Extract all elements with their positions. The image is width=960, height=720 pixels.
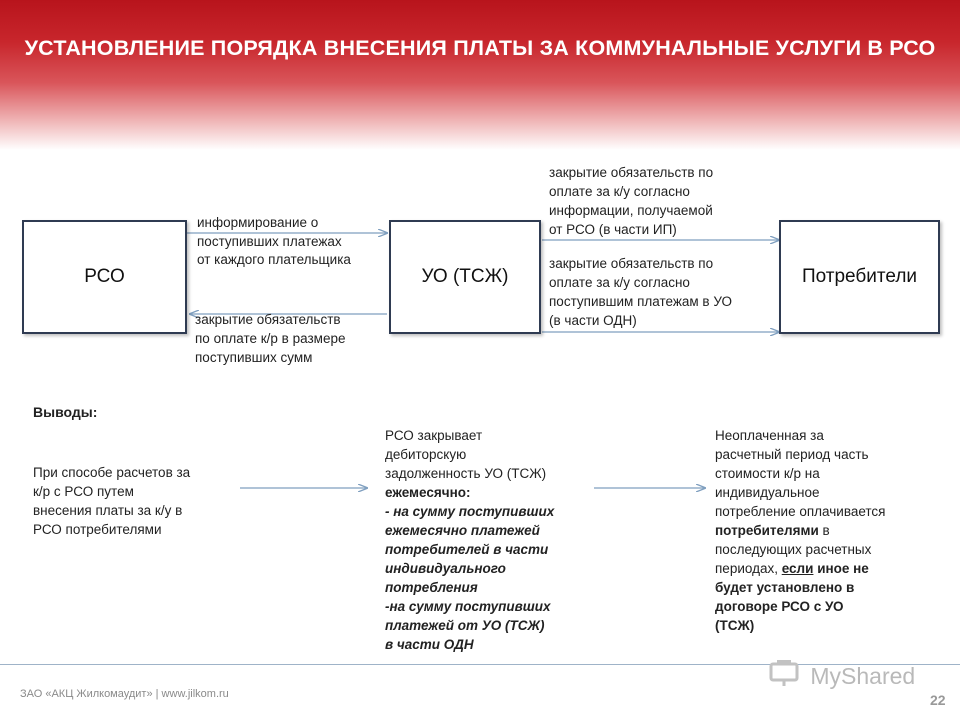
text-line: индивидуальное bbox=[715, 485, 820, 500]
text-line: расчетный период часть bbox=[715, 447, 869, 462]
edge-label-uo-to-consumers-bottom bbox=[549, 254, 732, 330]
text-bold-italic: платежей от УО (ТСЖ) bbox=[385, 618, 545, 633]
text-bold: потребителями bbox=[715, 523, 819, 538]
conclusions-heading: Выводы: bbox=[33, 404, 98, 420]
edge-line: информации, получаемой bbox=[549, 203, 713, 218]
edge-line: по оплате к/р в размере bbox=[195, 331, 346, 346]
text-run: периодах, bbox=[715, 561, 782, 576]
conclusion-condition bbox=[33, 463, 190, 539]
page-number: 22 bbox=[930, 692, 946, 708]
slide-title: УСТАНОВЛЕНИЕ ПОРЯДКА ВНЕСЕНИЯ ПЛАТЫ ЗА КОММУНАЛЬНЫЕ УСЛУГИ В РСО bbox=[24, 36, 936, 60]
text-line: дебиторскую bbox=[385, 447, 467, 462]
rso-box-label: РСО bbox=[84, 266, 125, 287]
edge-line: информирование о bbox=[197, 215, 319, 230]
text-bold-italic: ежемесячно платежей bbox=[385, 523, 540, 538]
edge-line: поступившим платежам в УО bbox=[549, 294, 732, 309]
text-line bbox=[715, 521, 886, 540]
text-line: Неоплаченная за bbox=[715, 428, 824, 443]
text-line: задолженность УО (ТСЖ) bbox=[385, 466, 547, 481]
consumers-box bbox=[779, 220, 940, 334]
text-bold-italic: индивидуального bbox=[385, 561, 506, 576]
edge-line: оплате за к/у согласно bbox=[549, 184, 690, 199]
uo-box bbox=[389, 220, 541, 334]
rso-box bbox=[22, 220, 187, 334]
text-line bbox=[715, 597, 886, 616]
text-line bbox=[385, 483, 554, 502]
text-bold: ежемесячно: bbox=[385, 485, 471, 500]
watermark bbox=[768, 658, 915, 694]
text-line: стоимости к/р на bbox=[715, 466, 820, 481]
text-bold-italic: потребления bbox=[385, 580, 478, 595]
text-line: последующих расчетных bbox=[715, 542, 872, 557]
text-line: РСО потребителями bbox=[33, 522, 162, 537]
edge-line: (в части ОДН) bbox=[549, 313, 637, 328]
text-line bbox=[385, 521, 554, 540]
text-bold-underline: если bbox=[781, 561, 814, 576]
text-bold-italic: потребителей в части bbox=[385, 542, 549, 557]
footer-company: ЗАО «АКЦ Жилкомаудит» | www.jilkom.ru bbox=[20, 688, 229, 700]
text-line bbox=[385, 578, 554, 597]
edge-line: оплате за к/у согласно bbox=[549, 275, 690, 290]
text-line: к/р с РСО путем bbox=[33, 484, 134, 499]
edge-line: поступивших сумм bbox=[195, 350, 313, 365]
text-line: При способе расчетов за bbox=[33, 465, 191, 480]
text-line bbox=[715, 578, 886, 597]
text-line bbox=[385, 597, 554, 616]
edge-label-uo-to-rso bbox=[195, 310, 345, 367]
watermark-text: MyShared bbox=[810, 662, 916, 689]
text-bold: иное не bbox=[813, 561, 869, 576]
edge-line: закрытие обязательств bbox=[195, 312, 341, 327]
consumers-box-label: Потребители bbox=[801, 266, 918, 287]
presentation-icon bbox=[768, 658, 804, 694]
conclusion-debt-closure bbox=[385, 426, 554, 654]
text-line bbox=[385, 616, 554, 635]
edge-line: закрытие обязательств по bbox=[549, 165, 714, 180]
text-bold: будет установлено в bbox=[715, 580, 855, 595]
text-bold-italic: -на сумму поступивших bbox=[385, 599, 551, 614]
text-line: внесения платы за к/у в bbox=[33, 503, 183, 518]
text-line: потребление оплачивается bbox=[715, 504, 886, 519]
text-bold: (ТСЖ) bbox=[715, 618, 755, 633]
text-line bbox=[715, 559, 886, 578]
text-line bbox=[385, 502, 554, 521]
text-run: в bbox=[818, 523, 830, 538]
edge-label-uo-to-consumers-top bbox=[549, 163, 713, 239]
uo-box-label: УО (ТСЖ) bbox=[421, 266, 509, 287]
text-bold-italic: - на сумму поступивших bbox=[385, 504, 555, 519]
text-line bbox=[385, 540, 554, 559]
edge-line: поступивших платежах bbox=[197, 233, 342, 249]
text-bold: договоре РСО с УО bbox=[715, 599, 844, 614]
edge-label-rso-to-uo bbox=[197, 214, 351, 270]
conclusion-unpaid-part bbox=[715, 426, 886, 635]
text-line bbox=[715, 616, 886, 635]
text-line bbox=[385, 559, 554, 578]
text-line bbox=[385, 635, 554, 654]
edge-line: от каждого плательщика bbox=[197, 252, 351, 267]
text-line: РСО закрывает bbox=[385, 428, 483, 443]
edge-line: от РСО (в части ИП) bbox=[549, 222, 677, 237]
edge-line: закрытие обязательств по bbox=[549, 256, 714, 271]
text-bold-italic: в части ОДН bbox=[385, 637, 474, 652]
